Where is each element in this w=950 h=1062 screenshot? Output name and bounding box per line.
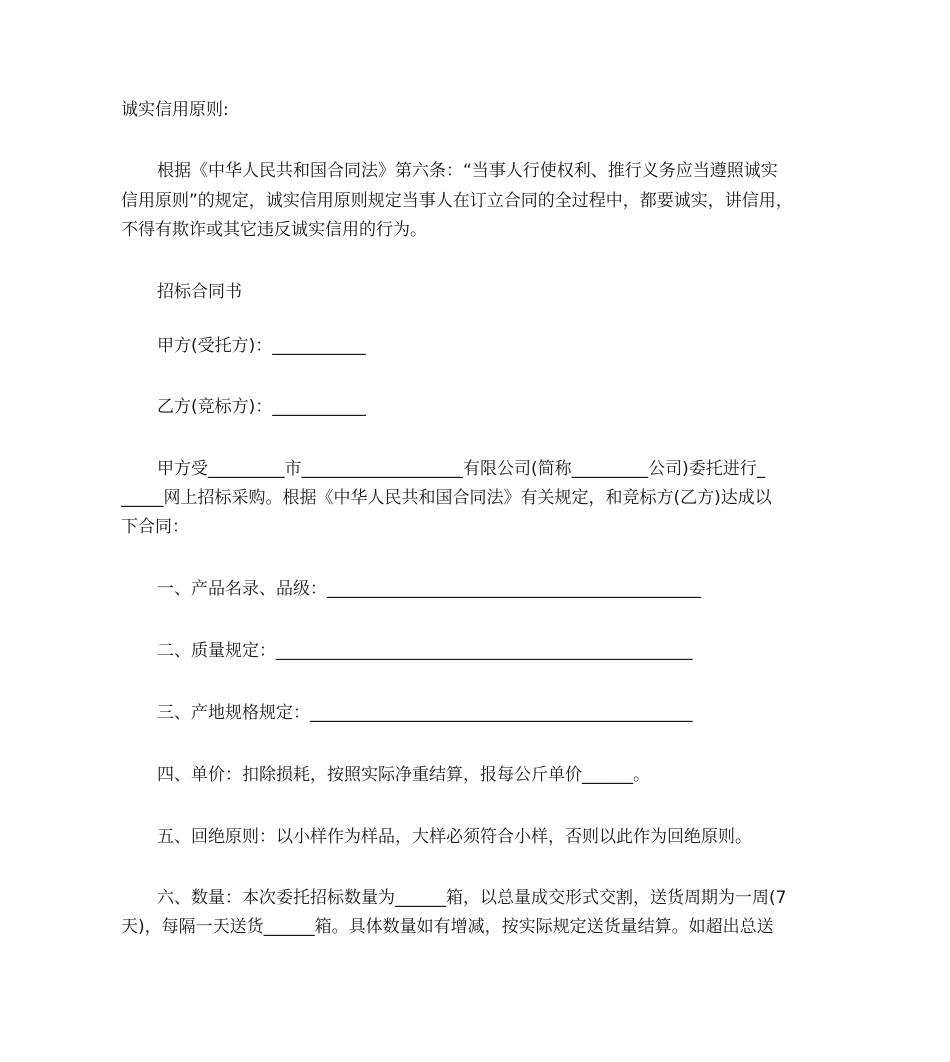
- paragraph-line: 根据《中华人民共和国合同法》第六条：“当事人行使权利、推行义务应当遵照诚实: [157, 161, 778, 181]
- clause-6: 六、数量：本次委托招标数量为______箱，以总量成交形式交割，送货周期为一周(7: [157, 888, 787, 908]
- clause-3: 三、产地规格规定：_____________________________________________: [157, 703, 693, 723]
- section-heading-good-faith: 诚实信用原则:: [121, 100, 229, 120]
- clause-2: 二、质量规定：_________________________________________________: [157, 641, 693, 661]
- paragraph-line: 信用原则”的规定，诚实信用原则规定当事人在订立合同的全过程中，都要诚实，讲信用，: [121, 191, 793, 211]
- paragraph-line: _____网上招标采购。根据《中华人民共和国合同法》有关规定，和竞标方(乙方)达成以: [121, 488, 772, 508]
- party-a-field: 甲方(受托方)：___________: [157, 336, 366, 356]
- paragraph-line: 甲方受_________市___________________有限公司(简称_________公司)委托进行_: [157, 459, 766, 479]
- contract-title: 招标合同书: [157, 282, 242, 302]
- paragraph-line: 下合同：: [121, 517, 189, 537]
- party-b-field: 乙方(竞标方)：___________: [157, 397, 366, 417]
- paragraph-line: 不得有欺诈或其它违反诚实信用的行为。: [121, 220, 427, 240]
- clause-4: 四、单价：扣除损耗，按照实际净重结算，报每公斤单价______。: [157, 765, 650, 785]
- clause-5: 五、回绝原则：以小样作为样品，大样必须符合小样，否则以此作为回绝原则。: [157, 827, 752, 847]
- clause-6-continued: 天)，每隔一天送货______箱。具体数量如有增减，按实际规定送货量结算。如超出总送: [121, 917, 774, 937]
- clause-1: 一、产品名录、品级：____________________________________________: [157, 579, 701, 599]
